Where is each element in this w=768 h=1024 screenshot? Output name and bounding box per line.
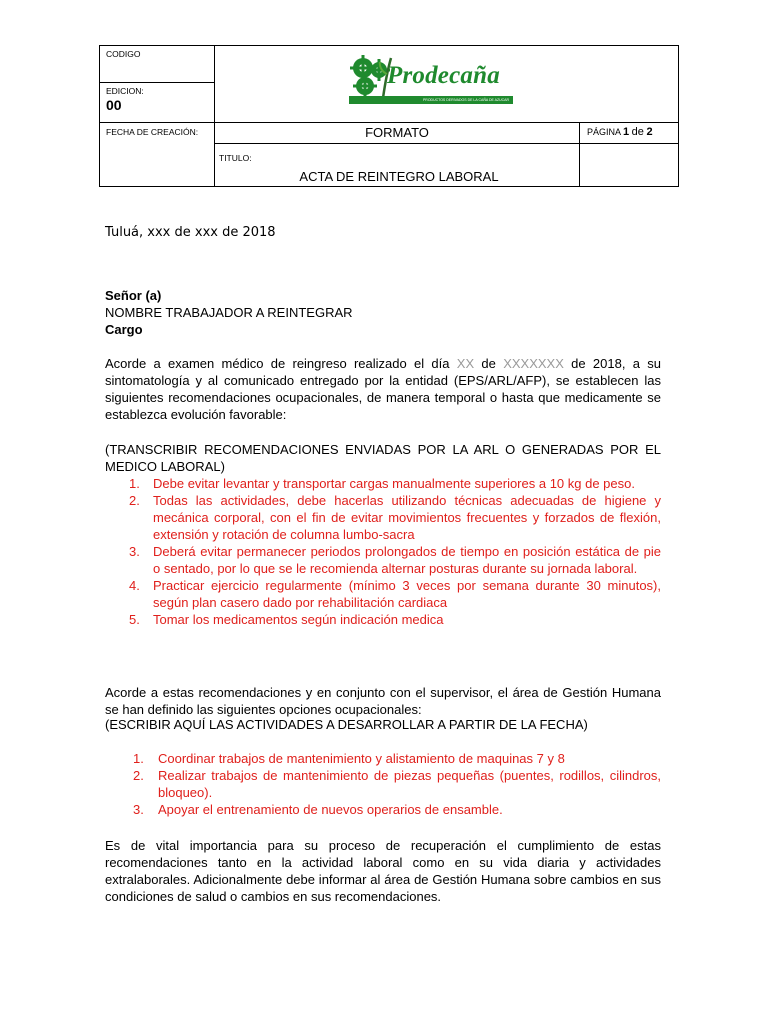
titulo-label: TITULO: bbox=[219, 153, 252, 163]
exam-month-placeholder: XXXXXXX bbox=[503, 356, 564, 371]
list-number: 1. bbox=[133, 751, 144, 766]
list-text: Todas las actividades, debe hacerlas utilizando técnicas adecuadas de higiene y mecánica corporal, con el fin de evitar movimientos frecuentes y forzados de flexión, extensión y rotación de columna lumbo-sacra bbox=[153, 493, 661, 542]
list-text: Coordinar trabajos de mantenimiento y alistamiento de maquinas 7 y 8 bbox=[158, 751, 565, 766]
date-line: Tuluá, xxx de xxx de 2018 bbox=[105, 225, 276, 240]
intro-part3: de 2018, a su sintomatología y al comunicado entregado por la entidad (EPS/ARL/AFP), se establecen las siguientes recomendaciones ocupacionales, de manera temporal o hasta que medicamente se establezca evolución favorable: bbox=[105, 356, 662, 422]
list-number: 4. bbox=[129, 578, 140, 593]
logo-tagline: PRODUCTOS DERIVADOS DE LA CAÑA DE AZUCAR bbox=[422, 98, 509, 102]
activities-list bbox=[105, 750, 661, 818]
pagina-cell bbox=[580, 123, 678, 144]
formato-label: FORMATO bbox=[365, 125, 429, 140]
list-number: 3. bbox=[129, 544, 140, 559]
titulo-cell bbox=[215, 144, 580, 186]
list-number: 2. bbox=[129, 493, 140, 508]
list-text: Practicar ejercicio regularmente (mínimo 3 veces por semana durante 30 minutos), según plan casero dado por rehabilitación cardiaca bbox=[153, 578, 661, 610]
edicion-value: 00 bbox=[106, 97, 122, 113]
document-header-table bbox=[99, 45, 679, 187]
list-text: Deberá evitar permanecer periodos prolongados de tiempo en posición estática de pie o sentado, por lo que se le recomienda alternar posturas durante su jornada laboral. bbox=[153, 544, 661, 576]
company-logo bbox=[349, 54, 539, 114]
list-item bbox=[105, 750, 661, 767]
intro-part1: Acorde a examen médico de reingreso realizado el día bbox=[105, 356, 457, 371]
list-text: Debe evitar levantar y transportar cargas manualmente superiores a 10 kg de peso. bbox=[153, 476, 635, 491]
list-number: 5. bbox=[129, 612, 140, 627]
list-item bbox=[105, 767, 661, 801]
instruction-transcribe: (TRANSCRIBIR RECOMENDACIONES ENVIADAS POR LA ARL O GENERADAS POR EL MEDICO LABORAL) bbox=[105, 442, 661, 474]
list-item bbox=[105, 577, 661, 611]
pagina-current: 1 bbox=[623, 126, 630, 138]
fecha-creacion-cell bbox=[100, 123, 215, 186]
list-text: Apoyar el entrenamiento de nuevos operarios de ensamble. bbox=[158, 802, 503, 817]
recommendations-list bbox=[105, 475, 661, 628]
logo-wordmark: Prodecaña bbox=[387, 62, 500, 89]
list-number: 3. bbox=[133, 802, 144, 817]
list-number: 1. bbox=[129, 476, 140, 491]
intro-paragraph bbox=[105, 355, 661, 423]
document-title: ACTA DE REINTEGRO LABORAL bbox=[299, 169, 499, 184]
codigo-cell bbox=[100, 46, 215, 83]
list-item bbox=[105, 611, 661, 628]
list-number: 2. bbox=[133, 768, 144, 783]
intro-part2: de bbox=[474, 356, 504, 371]
exam-day-placeholder: XX bbox=[456, 356, 475, 371]
pagina-total: 2 bbox=[646, 126, 653, 138]
recipient-name: NOMBRE TRABAJADOR A REINTEGRAR bbox=[105, 305, 353, 320]
pagina-label: PÁGINA bbox=[587, 127, 621, 137]
list-item bbox=[105, 475, 661, 492]
list-text: Realizar trabajos de mantenimiento de piezas pequeñas (puentes, rodillos, cilindros, bloqueo). bbox=[158, 768, 661, 800]
closing-paragraph: Es de vital importancia para su proceso de recuperación el cumplimiento de estas recomendaciones tanto en la actividad laboral como en su vida diaria y actividades extralaborales. Adicionalmente debe informar al área de Gestión Humana sobre cambios en sus condiciones de salud o cambios en sus recomendaciones. bbox=[105, 838, 661, 904]
pagina-de: de bbox=[631, 126, 644, 138]
logo-cell bbox=[215, 46, 678, 123]
salutation: Señor (a) bbox=[105, 288, 162, 303]
formato-cell bbox=[215, 123, 580, 144]
list-item bbox=[105, 543, 661, 577]
list-text: Tomar los medicamentos según indicación medica bbox=[153, 612, 444, 627]
edicion-cell bbox=[100, 83, 215, 123]
edicion-label: EDICION: bbox=[106, 86, 144, 96]
recipient-position: Cargo bbox=[105, 322, 143, 337]
codigo-label: CODIGO bbox=[106, 49, 141, 59]
list-item bbox=[105, 801, 661, 818]
logo-tagline-bar bbox=[349, 96, 513, 104]
fecha-creacion-label: FECHA DE CREACIÓN: bbox=[106, 127, 199, 137]
options-paragraph: Acorde a estas recomendaciones y en conjunto con el supervisor, el área de Gestión Humana se han definido las siguientes opciones ocupacionales: bbox=[105, 685, 661, 717]
instruction-activities: (ESCRIBIR AQUÍ LAS ACTIVIDADES A DESARROLLAR A PARTIR DE LA FECHA) bbox=[105, 717, 588, 732]
list-item bbox=[105, 492, 661, 543]
